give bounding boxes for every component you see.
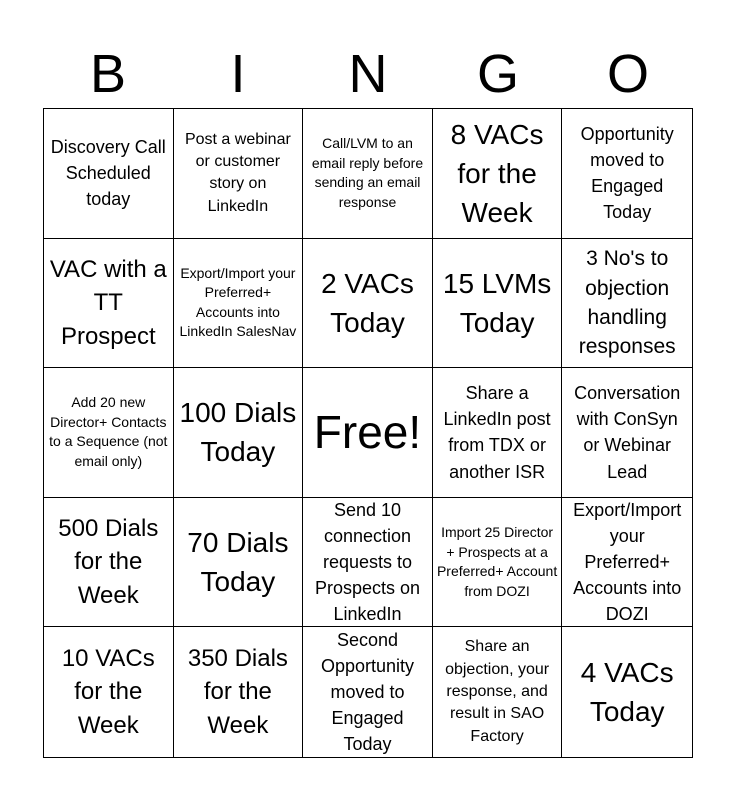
bingo-cell-r5c1[interactable]: 10 VACs for the Week: [44, 627, 174, 757]
header-letter-o: O: [606, 44, 649, 104]
bingo-cell-r5c3[interactable]: Second Opportunity moved to Engaged Today: [303, 627, 433, 757]
bingo-cell-r2c2[interactable]: Export/Import your Preferred+ Accounts into LinkedIn SalesNav: [174, 239, 304, 369]
bingo-cell-r4c2[interactable]: 70 Dials Today: [174, 498, 304, 628]
header-letter-i: I: [230, 44, 246, 104]
bingo-cell-r5c4[interactable]: Share an objection, your response, and result in SAO Factory: [433, 627, 563, 757]
bingo-cell-r2c4[interactable]: 15 LVMs Today: [433, 239, 563, 369]
bingo-cell-r2c5[interactable]: 3 No's to objection handling responses: [562, 239, 692, 369]
bingo-cell-r2c3[interactable]: 2 VACs Today: [303, 239, 433, 369]
bingo-cell-r3c4[interactable]: Share a LinkedIn post from TDX or another ISR: [433, 368, 563, 498]
bingo-cell-r1c1[interactable]: Discovery Call Scheduled today: [44, 109, 174, 239]
bingo-cell-r5c5[interactable]: 4 VACs Today: [580, 657, 674, 728]
bingo-cell-r4c4[interactable]: Import 25 Director + Prospects at a Preferred+ Account from DOZI: [433, 498, 563, 628]
bingo-cell-r1c2[interactable]: Post a webinar or customer story on LinkedIn: [174, 109, 304, 239]
bingo-cell-r1c4[interactable]: 8 VACs for the Week: [433, 109, 563, 239]
bingo-cell-r3c1[interactable]: Add 20 new Director+ Contacts to a Sequence (not email only): [44, 368, 174, 498]
bingo-cell-r4c5[interactable]: Export/Import your Preferred+ Accounts into DOZI: [562, 498, 692, 628]
bingo-cell-r1c5[interactable]: Opportunity moved to Engaged Today: [562, 109, 692, 239]
bingo-cell-r2c1[interactable]: VAC with a TT Prospect: [44, 239, 174, 369]
bingo-cell-r4c1[interactable]: 500 Dials for the Week: [44, 498, 174, 628]
bingo-cell-r3c2[interactable]: 100 Dials Today: [174, 368, 304, 498]
bingo-cell-r3c5[interactable]: Conversation with ConSyn or Webinar Lead: [562, 368, 692, 498]
bingo-header: [43, 40, 693, 108]
header-letter-g: G: [476, 44, 519, 104]
bingo-cell-r4c3[interactable]: Send 10 connection requests to Prospects on LinkedIn: [303, 498, 433, 628]
bingo-cell-r1c3[interactable]: Call/LVM to an email reply before sending an email response: [303, 109, 433, 239]
header-letter-n: N: [348, 44, 388, 104]
bingo-cell-free: Free!: [303, 368, 433, 498]
header-letter-b: B: [89, 44, 127, 104]
bingo-cell-r5c2[interactable]: 350 Dials for the Week: [174, 627, 304, 757]
bingo-board: [43, 108, 693, 758]
